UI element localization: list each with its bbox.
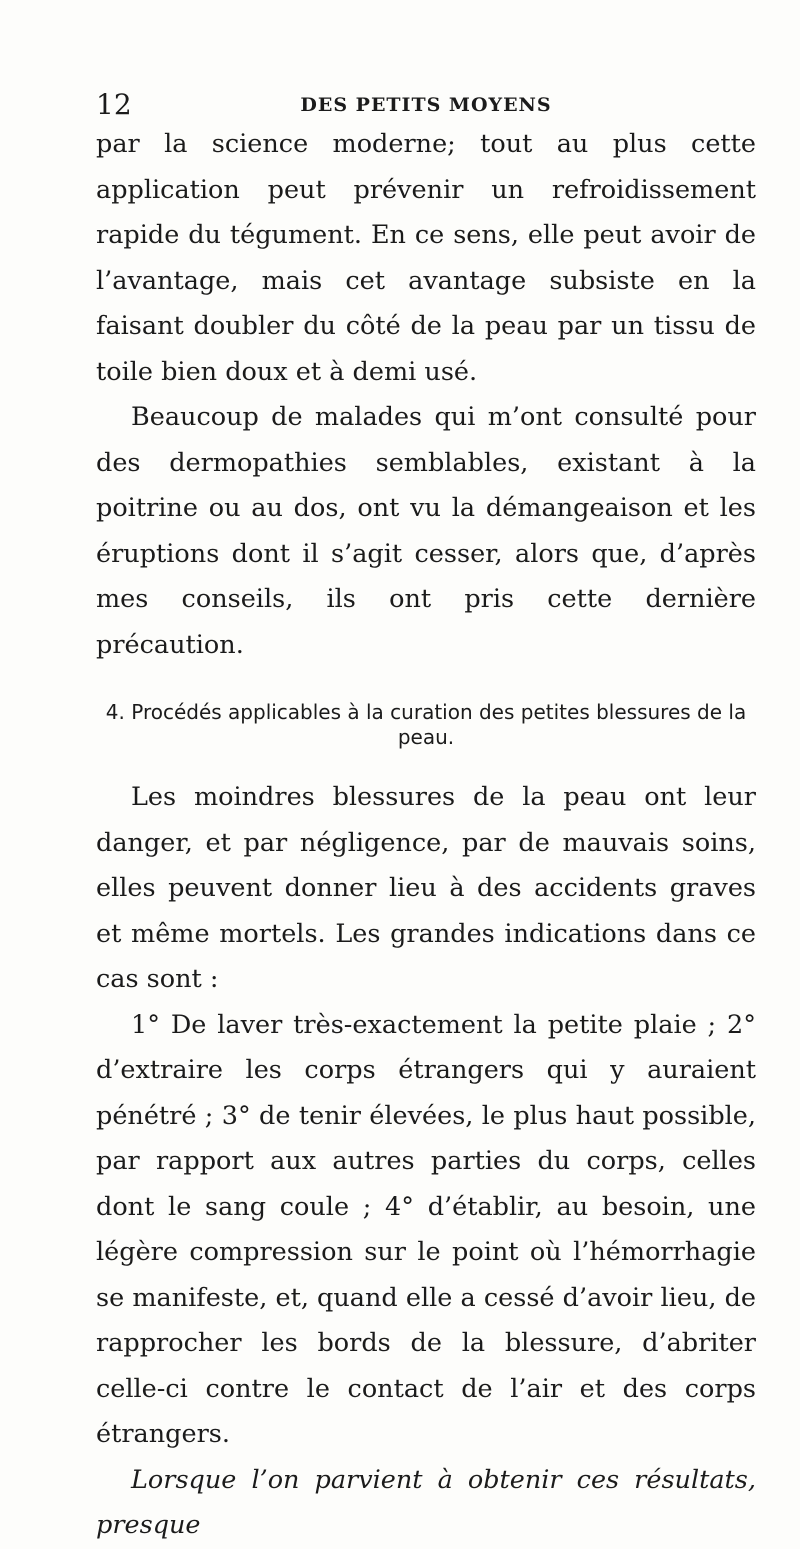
paragraph-wounds: Les moindres blessures de la peau ont leur danger, et par négligence, par de mauvais soins, elles peuvent donner lieu à des accidents graves et même mortels. Les grandes indications dans ce cas sont :	[96, 782, 756, 994]
section-title: 4. Procédés applicables à la curation des petites blessures de la peau.	[105, 700, 747, 749]
body-text	[96, 122, 756, 1549]
paragraph-indications: 1° De laver très-exactement la petite plaie ; 2° d’extraire les corps étrangers qui y auraient pénétré ; 3° de tenir élevées, le plus haut possible, par rapport aux autres parties du corps, celles dont le sang coule ; 4° d’établir, au besoin, une légère compression sur le point où l’hémorrhagie se manifeste, et, quand elle a cessé d’avoir lieu, de rapprocher les bords de la blessure, d’abriter celle-ci contre le contact de l’air et des corps étrangers.	[96, 1009, 756, 1449]
running-head: DES PETITS MOYENS	[300, 94, 552, 116]
paragraph-patients: Beaucoup de malades qui m’ont consulté pour des dermopathies semblables, existant à la poitrine ou au dos, ont vu la démangeaison et les éruptions dont il s’agit cesser, alors que, d’après mes conseils, ils ont pris cette dernière précaution.	[96, 402, 756, 660]
paragraph-continued: par la science moderne; tout au plus cette application peut prévenir un refroidissement rapide du tégument. En ce sens, elle peut avoir de l’avantage, mais cet avantage subsiste en la faisant doubler du côté de la peau par un tissu de toile bien doux et à demi usé.	[96, 129, 756, 387]
paragraph-closing: Lorsque l’on parvient à obtenir ces résultats, presque	[96, 1464, 756, 1540]
page-number: 12	[96, 88, 132, 121]
